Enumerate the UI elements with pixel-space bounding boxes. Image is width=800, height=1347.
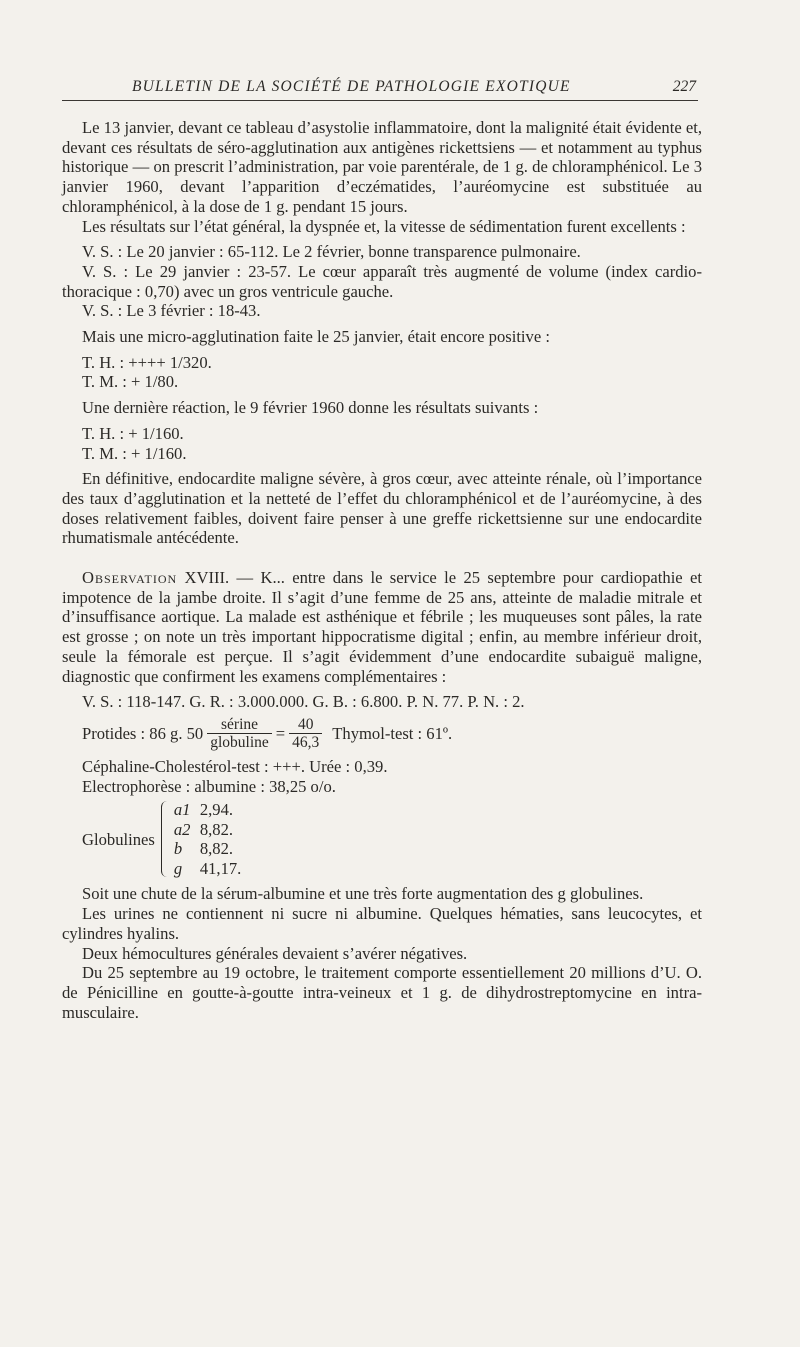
globuline-row: g 41,17. bbox=[173, 858, 242, 878]
th-result-2: T. H. : + 1/160. bbox=[82, 423, 184, 443]
vs-line-1: V. S. : Le 20 janvier : 65-112. Le 2 février, bonne transparence pulmonaire. bbox=[82, 242, 581, 262]
thymol-test: Thymol-test : 61º. bbox=[332, 723, 453, 743]
tm-result-1: T. M. : + 1/80. bbox=[82, 372, 179, 392]
paragraph-hemocultures: Deux hémocultures générales devaient s’avérer négatives. bbox=[82, 943, 468, 963]
globulines-label: Globulines bbox=[82, 829, 155, 849]
globuline-row: a2 8,82. bbox=[173, 819, 234, 839]
paragraph-results: Les résultats sur l’état général, la dyspnée et, la vitesse de sédimentation furent excellents : bbox=[82, 216, 686, 236]
value-fraction bbox=[289, 716, 322, 751]
globulines-list bbox=[174, 800, 241, 878]
fraction-numerator: sérine bbox=[221, 715, 259, 733]
tm-result-2: T. M. : + 1/160. bbox=[82, 443, 187, 463]
vs-line-4: V. S. : 118-147. G. R. : 3.000.000. G. B. : 6.800. P. N. 77. P. N. : 2. bbox=[82, 692, 525, 712]
equals-sign: = bbox=[275, 723, 286, 743]
vs-line-3: V. S. : Le 3 février : 18-43. bbox=[82, 301, 261, 321]
serine-globuline-fraction bbox=[207, 716, 272, 751]
globulines-block bbox=[62, 800, 702, 878]
running-header bbox=[62, 76, 698, 101]
observation-heading: Observation bbox=[82, 568, 178, 588]
paragraph-urines: Les urines ne contiennent ni sucre ni albumine. Quelques hématies, sans leucocytes, et cylindres hyalins. bbox=[62, 904, 702, 943]
paragraph-conclusion: En définitive, endocardite maligne sévère, à gros cœur, avec atteinte rénale, où l’importance des taux d’agglutination et la netteté de l’effet du chloramphénicol et de l’auréomycine, à des doses relativement faibles, doivent faire penser à une greffe rickettsienne sur une endocardite rhumatismale antécédente. bbox=[62, 469, 702, 548]
cephaline-test: Céphaline-Cholestérol-test : +++. Urée : 0,39. bbox=[82, 756, 388, 776]
fraction-denominator: 46,3 bbox=[289, 733, 322, 751]
last-reaction-intro: Une dernière réaction, le 9 février 1960 donne les résultats suivants : bbox=[82, 398, 539, 418]
page-number: 227 bbox=[672, 78, 696, 95]
paragraph-chute: Soit une chute de la sérum-albumine et une très forte augmentation des g globulines. bbox=[82, 884, 644, 904]
th-result-1: T. H. : ++++ 1/320. bbox=[82, 352, 212, 372]
observation-text: XVIII. — K... entre dans le service le 25 septembre pour cardiopathie et impotence de la jambe droite. Il s’agit d’une femme de 25 ans, atteinte de maladie mitrale et d’insuffisance aortique. La malade est asthénique et fébrile ; les muqueuses sont pâles, la rate est grosse ; on note un très important hippocratisme digital ; enfin, au membre inférieur droit, seule la fémorale est perçue. Il s’agit évidemment d’une endocardite subaiguë maligne, diagnostic que confirment les examens complémentaires : bbox=[62, 568, 702, 686]
paragraph-traitement: Du 25 septembre au 19 octobre, le traitement comporte essentiellement 20 millions d’U. O. de Pénicilline en goutte-à-goutte intra-veineux et 1 g. de dihydrostreptomycine en intra-musculaire. bbox=[62, 963, 702, 1022]
body-text bbox=[62, 118, 702, 1022]
observation-paragraph bbox=[62, 568, 702, 686]
protides-formula bbox=[62, 716, 702, 751]
protides-prefix: Protides : 86 g. 50 bbox=[82, 723, 204, 743]
globuline-row: a1 2,94. bbox=[173, 800, 234, 820]
globuline-row: b 8,82. bbox=[173, 839, 234, 859]
electrophorese: Electrophorèse : albumine : 38,25 o/o. bbox=[82, 776, 336, 796]
fraction-denominator: globuline bbox=[207, 733, 272, 751]
vs-line-2: V. S. : Le 29 janvier : 23-57. Le cœur apparaît très augmenté de volume (index cardio-thoracique : 0,70) avec un gros ventricule gauche. bbox=[62, 261, 702, 301]
micro-agglutination-intro: Mais une micro-agglutination faite le 25 janvier, était encore positive : bbox=[82, 327, 550, 347]
brace-icon bbox=[161, 801, 168, 877]
paragraph-treatment: Le 13 janvier, devant ce tableau d’asystolie inflammatoire, dont la malignité était évidente et, devant ces résultats de séro-agglutination aux antigènes rickettsiens — et notamment au typhus historique — on prescrit l’administration, par voie parentérale, de 1 g. de chloramphénicol. Le 3 janvier 1960, devant l’apparition d’eczématides, l’auréomycine est substituée au chloramphénicol, à la dose de 1 g. pendant 15 jours. bbox=[62, 118, 702, 216]
fraction-numerator: 40 bbox=[297, 715, 314, 733]
journal-title: BULLETIN DE LA SOCIÉTÉ DE PATHOLOGIE EXOTIQUE bbox=[132, 78, 571, 95]
